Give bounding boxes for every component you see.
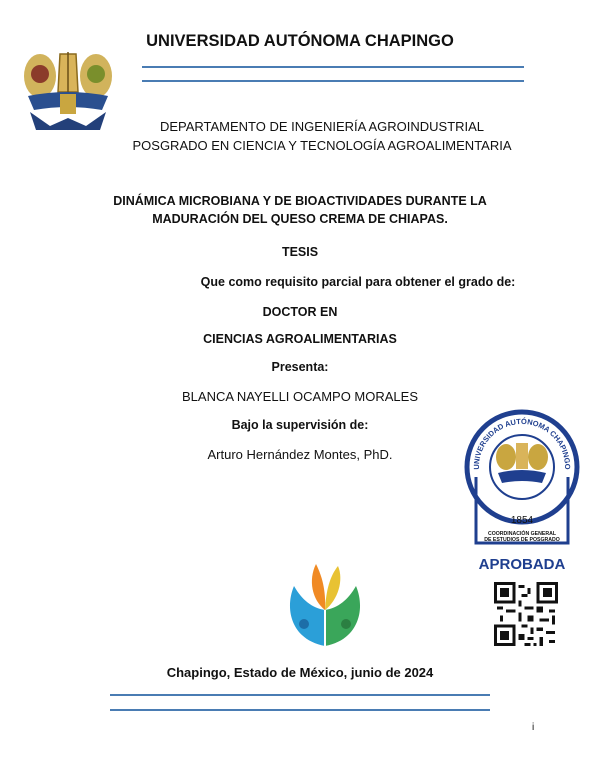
qr-code: [494, 582, 558, 646]
seal-year: 1854: [510, 515, 534, 526]
seal-coordination-line2: DE ESTUDIOS DE POSGRADO: [484, 537, 560, 543]
seal-coordination-line1: COORDINACIÓN GENERAL: [487, 531, 557, 537]
approval-seal: [462, 405, 582, 580]
place-date: Chapingo, Estado de México, junio de 2024: [166, 665, 434, 680]
footer-rule-top: [110, 694, 490, 696]
seal-approved-label: APROBADA: [478, 556, 566, 573]
thesis-title-line1: DINÁMICA MICROBIANA Y DE BIOACTIVIDADES DURANTE LA: [113, 194, 487, 208]
degree-requirement: Que como requisito parcial para obtener el grado de:: [200, 275, 516, 289]
degree-line1: DOCTOR EN: [262, 305, 338, 319]
thesis-label: TESIS: [281, 245, 319, 259]
degree-line2: CIENCIAS AGROALIMENTARIAS: [203, 332, 397, 346]
seal-crest-icon: [496, 443, 548, 483]
supervisor-name: Arturo Hernández Montes, PhD.: [207, 447, 393, 462]
thesis-title-line2: MADURACIÓN DEL QUESO CREMA DE CHIAPAS.: [152, 212, 448, 226]
header-rule-bottom: [142, 80, 524, 82]
department-name: DEPARTAMENTO DE INGENIERÍA AGROINDUSTRIAL: [159, 119, 485, 134]
footer-rule-bottom: [110, 709, 490, 711]
presenta-label: Presenta:: [271, 360, 329, 374]
header-rule-top: [142, 66, 524, 68]
supervision-label: Bajo la supervisión de:: [231, 418, 369, 432]
program-logo: [282, 560, 368, 650]
page-number: i: [532, 722, 535, 733]
university-name: UNIVERSIDAD AUTÓNOMA CHAPINGO: [146, 32, 454, 50]
seal-ring-text: UNIVERSIDAD AUTÓNOMA CHAPINGO: [471, 416, 573, 470]
author-name: BLANCA NAYELLI OCAMPO MORALES: [182, 389, 418, 404]
program-name: POSGRADO EN CIENCIA Y TECNOLOGÍA AGROALIMENTARIA: [132, 138, 512, 153]
